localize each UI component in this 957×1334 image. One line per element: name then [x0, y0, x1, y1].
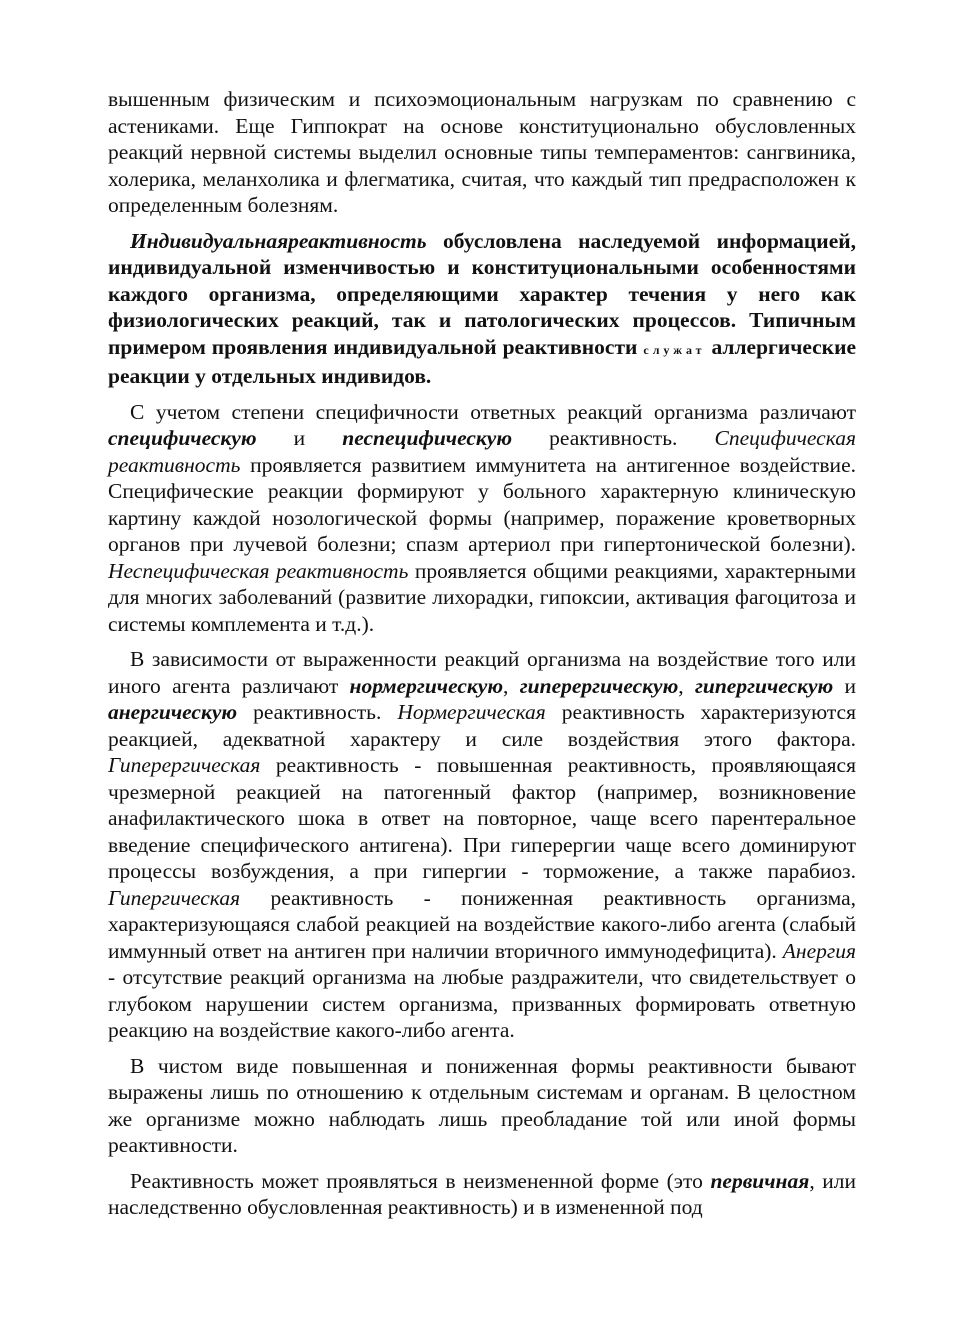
text-run: обусловлена наследуемой информацией, индивидуальной изменчивостью и конституциональными особенностями каждого организма, определяющими характер течения у него как физиологических реакций, так и патологических процессов. Типичным примером проявления индивидуальной реактивности — [108, 228, 856, 359]
text-run: и — [833, 673, 857, 698]
italic-term: Анергия — [782, 938, 856, 963]
italic-term: Специфическая реактивность — [108, 426, 856, 477]
text-run: реактивность. — [512, 426, 715, 450]
text-run: реактивность характеризуются реакцией, адекватной характеру и силе воздействия этого фактора. — [108, 700, 856, 751]
emphasized-term: специфическую — [108, 426, 257, 450]
text-run: реактивность. — [237, 700, 398, 724]
text-run: Реактивность может проявляться в неизмененной форме (это — [130, 1168, 711, 1193]
text-run: В чистом виде повышенная и пониженная формы реактивности бывают выражены лишь по отношению к отдельным системам и органам. В целостном же организме можно наблюдать лишь преобладание той или иной формы реактивности. — [108, 1053, 856, 1157]
text-run: , или наследственно обусловленная реактивность) и в измененной под — [108, 1168, 856, 1219]
text-run: - отсутствие реакций организма на любые раздражители, что свидетельствует о глубоком нарушении систем организма, призванных формировать ответную реакцию на воздействие какого-либо агента. — [108, 965, 856, 1042]
emphasized-term: гиперергическую — [519, 673, 679, 698]
text-run: и — [256, 426, 343, 450]
italic-term: Гипергическая — [108, 885, 241, 910]
paragraph — [108, 1053, 856, 1159]
paragraph — [108, 399, 856, 638]
text-run: проявляется развитием иммунитета на антигенное воздействие. Специфические реакции формируют у больного характерную клиническую картину каждой нозологической формы (например, поражение кроветворных органов при лучевой болезни; спазм артериол при гипертонической болезни). — [108, 452, 856, 556]
italic-term: Гиперергическая — [108, 753, 261, 777]
emphasized-term: Индивидуальнаяреактивность — [130, 228, 427, 253]
text-run: проявляется общими реакциями, характерными для многих заболеваний (развитие лихорадки, гипоксии, активация фагоцитоза и системы комплемента и т.д.). — [108, 558, 856, 636]
italic-term: Неспецифическая реактивность — [108, 558, 409, 583]
document-page — [108, 86, 856, 1230]
emphasized-term: первичная — [710, 1168, 810, 1193]
paragraph — [108, 228, 856, 390]
spaced-word: служат — [643, 342, 706, 357]
emphasized-term: песпецифическую — [342, 426, 513, 450]
paragraph — [108, 646, 856, 1044]
paragraph — [108, 86, 856, 219]
paragraph — [108, 1168, 856, 1221]
text-run: , — [503, 673, 520, 698]
emphasized-term: гипергическую — [694, 673, 834, 698]
text-run: вышенным физическим и психоэмоциональным нагрузкам по сравнению с астениками. Еще Гиппократ на основе конституционально обусловленных реакций нервной системы выделил основные типы темпераментов: сангвиника, холерика, меланхолика и флегматика, считая, что каждый тип предрасположен к определенным болезням. — [108, 87, 856, 217]
text-run: реактивность - повышенная реактивность, проявляющаяся чрезмерной реакцией на патогенный фактор (например, возникновение анафилактического шока в ответ на повторное, чаще всего парентеральное введение специфического антигена). При гиперергии чаще всего доминируют процессы возбуждения, а при гипергии - торможение, а также парабиоз. — [108, 753, 856, 883]
text-run: реактивность - пониженная реактивность организма, характеризующаяся слабой реакцией на воздействие какого-либо агента (слабый иммунный ответ на антиген при наличии вторичного иммунодефицита). — [108, 885, 856, 963]
emphasized-term: нормергическую — [349, 673, 504, 698]
text-run: С учетом степени специфичности ответных реакций организма различают — [130, 399, 856, 424]
text-run: В зависимости от выраженности реакций организма на воздействие того или иного агента различают — [108, 647, 856, 698]
text-run: , — [678, 673, 695, 698]
emphasized-term: анергическую — [108, 700, 238, 724]
italic-term: Нормергическая — [397, 700, 546, 724]
text-run: аллергические реакции у отдельных индивидов. — [108, 334, 857, 388]
